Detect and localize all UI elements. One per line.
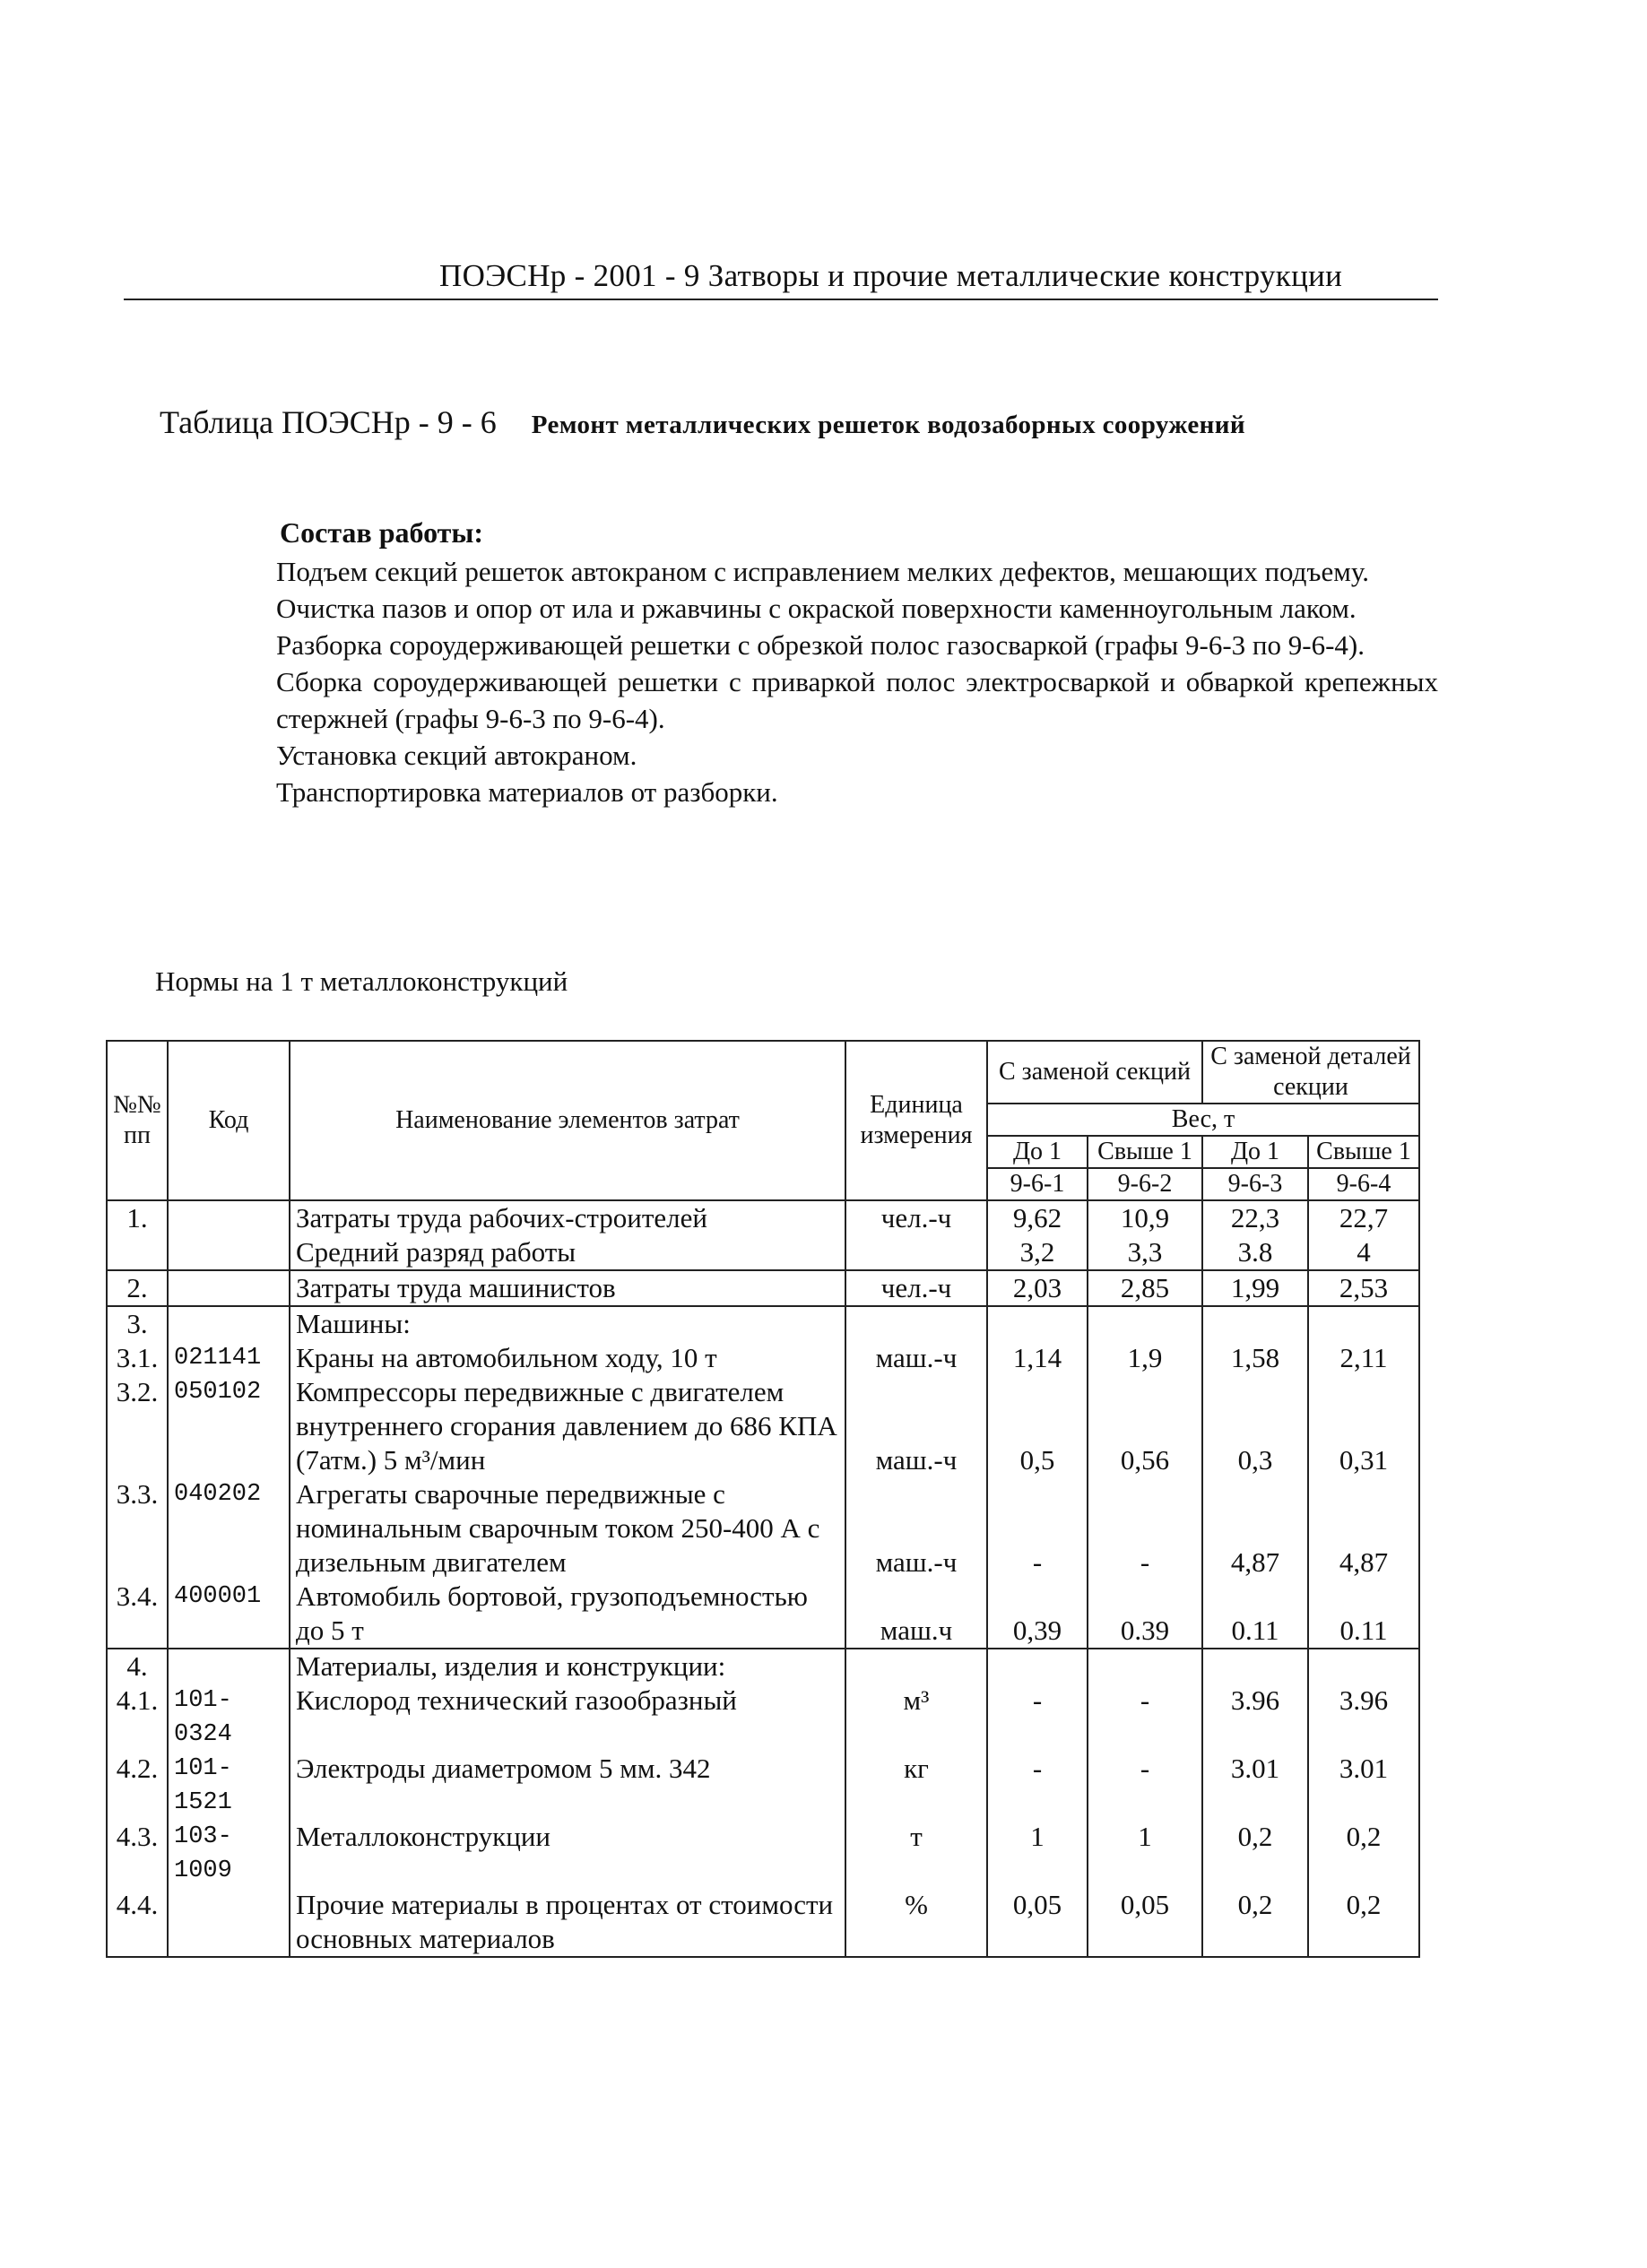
header-group-parts: С заменой деталей секции (1202, 1041, 1419, 1104)
row-value-1 (987, 1649, 1088, 1684)
row-code: 021141 (168, 1341, 290, 1375)
row-unit: % (845, 1888, 987, 1957)
row-value-2 (1088, 1306, 1202, 1341)
row-number: 3.2. (107, 1375, 168, 1477)
row-number: 3.1. (107, 1341, 168, 1375)
row-value-2: - (1088, 1752, 1202, 1820)
row-number: 2. (107, 1270, 168, 1306)
row-value-3 (1202, 1306, 1308, 1341)
row-value-1 (987, 1306, 1088, 1341)
row-value-4: 0,31 (1308, 1375, 1419, 1477)
row-value-4: 2,53 (1308, 1270, 1419, 1306)
row-value-2: 1,9 (1088, 1341, 1202, 1375)
row-name: Электроды диаметромом 5 мм. 342 (290, 1752, 845, 1820)
header-grafa-1: 9-6-1 (987, 1168, 1088, 1200)
row-name: Металлоконструкции (290, 1820, 845, 1888)
norms-table (106, 1040, 1420, 1958)
row-value-3: 3.01 (1202, 1752, 1308, 1820)
row-code: 040202 (168, 1477, 290, 1580)
row-value-2: 1 (1088, 1820, 1202, 1888)
work-item: Транспортировка материалов от разборки. (276, 776, 778, 808)
row-value-1: - (987, 1752, 1088, 1820)
row-value-1: - (987, 1684, 1088, 1752)
row-value-1: 9,62 (987, 1200, 1088, 1235)
work-list (276, 553, 1438, 810)
row-unit: м³ (845, 1684, 987, 1752)
table-caption (160, 403, 1245, 441)
row-unit: маш.ч (845, 1580, 987, 1649)
header-col-3: До 1 (1202, 1136, 1308, 1168)
row-name: Краны на автомобильном ходу, 10 т (290, 1341, 845, 1375)
header-weight: Вес, т (987, 1104, 1419, 1136)
row-number: 4.3. (107, 1820, 168, 1888)
row-value-3: 0.11 (1202, 1580, 1308, 1649)
row-value-1: 0,39 (987, 1580, 1088, 1649)
row-value-4: 2,11 (1308, 1341, 1419, 1375)
row-number: 3.4. (107, 1580, 168, 1649)
row-value-3: 3.8 (1202, 1235, 1308, 1270)
row-unit (845, 1235, 987, 1270)
row-value-2: 2,85 (1088, 1270, 1202, 1306)
row-value-3: 0,3 (1202, 1375, 1308, 1477)
row-value-3 (1202, 1649, 1308, 1684)
row-value-4 (1308, 1649, 1419, 1684)
row-code: 101-1521 (168, 1752, 290, 1820)
row-value-3: 0,2 (1202, 1820, 1308, 1888)
row-code (168, 1270, 290, 1306)
header-grafa-4: 9-6-4 (1308, 1168, 1419, 1200)
row-value-4: 4,87 (1308, 1477, 1419, 1580)
row-value-2 (1088, 1649, 1202, 1684)
header-name: Наименование элементов затрат (290, 1041, 845, 1200)
header-number: №№ пп (107, 1041, 168, 1200)
header-col-4: Свыше 1 (1308, 1136, 1419, 1168)
row-value-1: 1,14 (987, 1341, 1088, 1375)
row-name: Машины: (290, 1306, 845, 1341)
row-value-3: 3.96 (1202, 1684, 1308, 1752)
header-rule (124, 299, 1438, 300)
row-name: Автомобиль бортовой, грузоподъемностью до 5 т (290, 1580, 845, 1649)
work-item: Подъем секций решеток автокраном с исправлением мелких дефектов, мешающих подъему. (276, 556, 1369, 587)
row-unit: маш.-ч (845, 1375, 987, 1477)
row-code (168, 1888, 290, 1957)
row-code (168, 1200, 290, 1235)
header-group-sections: С заменой секций (987, 1041, 1202, 1104)
row-number: 4. (107, 1649, 168, 1684)
row-unit: чел.-ч (845, 1200, 987, 1235)
row-value-3: 0,2 (1202, 1888, 1308, 1957)
row-name: Затраты труда машинистов (290, 1270, 845, 1306)
row-value-4 (1308, 1306, 1419, 1341)
row-unit (845, 1649, 987, 1684)
row-number: 4.1. (107, 1684, 168, 1752)
row-value-2: 10,9 (1088, 1200, 1202, 1235)
row-value-4: 3.01 (1308, 1752, 1419, 1820)
row-unit: кг (845, 1752, 987, 1820)
running-head: ПОЭСНр - 2001 - 9 Затворы и прочие металлические конструкции (439, 258, 1343, 293)
row-value-4: 0,2 (1308, 1820, 1419, 1888)
row-code (168, 1235, 290, 1270)
row-value-4: 0.11 (1308, 1580, 1419, 1649)
table-code: Таблица ПОЭСНр - 9 - 6 (160, 404, 497, 440)
row-unit: маш.-ч (845, 1477, 987, 1580)
row-value-1: - (987, 1477, 1088, 1580)
row-name: Материалы, изделия и конструкции: (290, 1649, 845, 1684)
work-heading: Состав работы: (280, 516, 484, 549)
header-col-1: До 1 (987, 1136, 1088, 1168)
row-number: 3.3. (107, 1477, 168, 1580)
row-unit: т (845, 1820, 987, 1888)
row-code: 103-1009 (168, 1820, 290, 1888)
header-code: Код (168, 1041, 290, 1200)
row-unit: маш.-ч (845, 1341, 987, 1375)
row-value-2: - (1088, 1477, 1202, 1580)
norms-caption: Нормы на 1 т металлоконструкций (155, 965, 568, 997)
header-grafa-3: 9-6-3 (1202, 1168, 1308, 1200)
row-value-3: 4,87 (1202, 1477, 1308, 1580)
row-value-1: 0,5 (987, 1375, 1088, 1477)
row-number: 4.2. (107, 1752, 168, 1820)
header-col-2: Свыше 1 (1088, 1136, 1202, 1168)
row-value-4: 4 (1308, 1235, 1419, 1270)
row-value-2: 0.39 (1088, 1580, 1202, 1649)
row-name: Кислород технический газообразный (290, 1684, 845, 1752)
row-unit: чел.-ч (845, 1270, 987, 1306)
row-code (168, 1649, 290, 1684)
header-grafa-2: 9-6-2 (1088, 1168, 1202, 1200)
row-value-4: 22,7 (1308, 1200, 1419, 1235)
header-unit: Единица измерения (845, 1041, 987, 1200)
work-item: Сборка сороудерживающей решетки с приваркой полос электросваркой и обваркой крепежных стержней (графы 9-6-3 по 9-6-4). (276, 666, 1438, 734)
row-number: 1. (107, 1200, 168, 1235)
row-number (107, 1235, 168, 1270)
table-title: Ремонт металлических решеток водозаборных сооружений (531, 411, 1245, 439)
row-name: Агрегаты сварочные передвижные с номинальным сварочным током 250-400 А с дизельным двигателем (290, 1477, 845, 1580)
row-name: Средний разряд работы (290, 1235, 845, 1270)
row-value-4: 3.96 (1308, 1684, 1419, 1752)
row-name: Затраты труда рабочих-строителей (290, 1200, 845, 1235)
row-value-2: 0,56 (1088, 1375, 1202, 1477)
row-value-2: 3,3 (1088, 1235, 1202, 1270)
row-value-2: 0,05 (1088, 1888, 1202, 1957)
row-unit (845, 1306, 987, 1341)
row-value-1: 2,03 (987, 1270, 1088, 1306)
work-item: Очистка пазов и опор от ила и ржавчины с окраской поверхности каменноугольным лаком. (276, 593, 1357, 624)
row-value-3: 1,58 (1202, 1341, 1308, 1375)
row-value-1: 0,05 (987, 1888, 1088, 1957)
work-item: Разборка сороудерживающей решетки с обрезкой полос газосваркой (графы 9-6-3 по 9-6-4). (276, 629, 1365, 661)
row-number: 4.4. (107, 1888, 168, 1957)
row-value-3: 1,99 (1202, 1270, 1308, 1306)
row-value-2: - (1088, 1684, 1202, 1752)
row-name: Прочие материалы в процентах от стоимости основных материалов (290, 1888, 845, 1957)
row-name: Компрессоры передвижные с двигателем внутреннего сгорания давлением до 686 КПА (7атм.) 5 м³/мин (290, 1375, 845, 1477)
row-value-4: 0,2 (1308, 1888, 1419, 1957)
row-value-1: 1 (987, 1820, 1088, 1888)
row-value-3: 22,3 (1202, 1200, 1308, 1235)
row-code: 101-0324 (168, 1684, 290, 1752)
row-code (168, 1306, 290, 1341)
row-value-1: 3,2 (987, 1235, 1088, 1270)
row-code: 050102 (168, 1375, 290, 1477)
row-number: 3. (107, 1306, 168, 1341)
row-code: 400001 (168, 1580, 290, 1649)
work-item: Установка секций автокраном. (276, 740, 637, 771)
